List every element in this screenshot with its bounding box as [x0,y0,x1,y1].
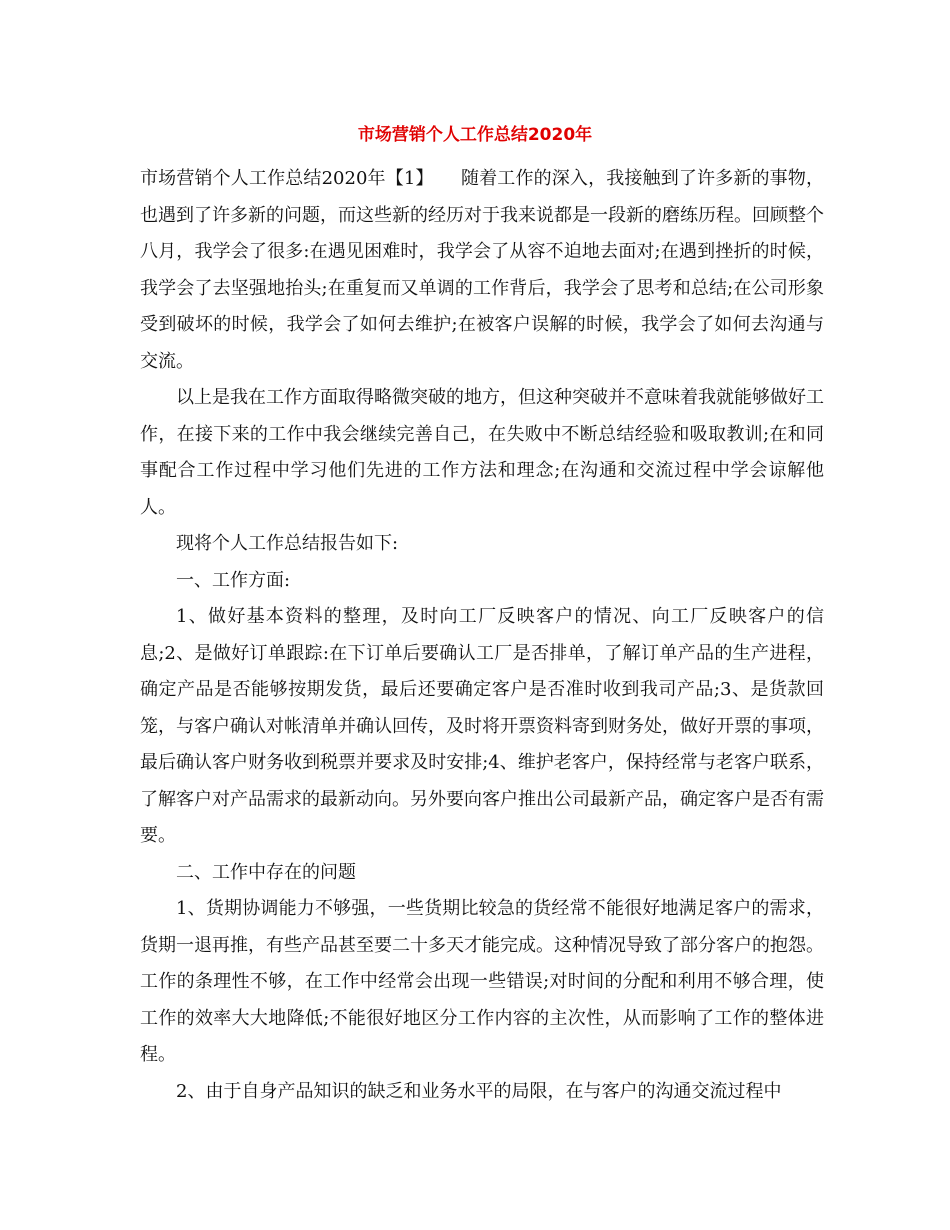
section-heading-work: 一、工作方面: [176,569,291,591]
paragraph-problem-1: 1、货期协调能力不够强，一些货期比较急的货经常不能很好地满足客户的需求，货期一退再推，有些产品甚至要二十多天才能完成。这种情况导致了部分客户的抱怨。工作的条理性不够，在工作中经常会出现一些错误;对时间的分配和利用不够合理，使工作的效率大大地降低;不能很好地区分工作内容的主次性，从而影响了工作的整体进程。 [140,898,824,1065]
document-body [140,161,824,1110]
paragraph-work-details: 1、做好基本资料的整理，及时向工厂反映客户的情况、向工厂反映客户的信息;2、是做好订单跟踪:在下订单后要确认工厂是否排单，了解订单产品的生产进程，确定产品是否能够按期发货，最后还要确定客户是否准时收到我司产品;3、是货款回笼，与客户确认对帐清单并确认回传，及时将开票资料寄到财务处，做好开票的事项，最后确认客户财务收到税票并要求及时安排;4、维护老客户，保持经常与老客户联系，了解客户对产品需求的最新动向。另外要向客户推出公司最新产品，确定客户是否有需要。 [140,606,824,846]
paragraph-intro: 市场营销个人工作总结2020年【1】 随着工作的深入，我接触到了许多新的事物，也遇到了许多新的问题，而这些新的经历对于我来说都是一段新的磨练历程。回顾整个八月，我学会了很多:在遇见困难时，我学会了从容不迫地去面对;在遇到挫折的时候，我学会了去坚强地抬头;在重复而又单调的工作背后，我学会了思考和总结;在公司形象受到破坏的时候，我学会了如何去维护;在被客户误解的时候，我学会了如何去沟通与交流。 [140,168,824,372]
section-heading-problems: 二、工作中存在的问题 [176,861,356,883]
paragraph-problem-2: 2、由于自身产品知识的缺乏和业务水平的局限，在与客户的沟通交流过程中 [176,1080,782,1102]
paragraph-report-intro: 现将个人工作总结报告如下: [176,533,399,554]
paragraph-breakthrough: 以上是我在工作方面取得略微突破的地方，但这种突破并不意味着我就能够做好工作，在接下来的工作中我会继续完善自己，在失败中不断总结经验和吸取教训;在和同事配合工作过程中学习他们先进的工作方法和理念;在沟通和交流过程中学会谅解他人。 [140,387,824,518]
document-title: 市场营销个人工作总结2020年 [357,125,593,145]
